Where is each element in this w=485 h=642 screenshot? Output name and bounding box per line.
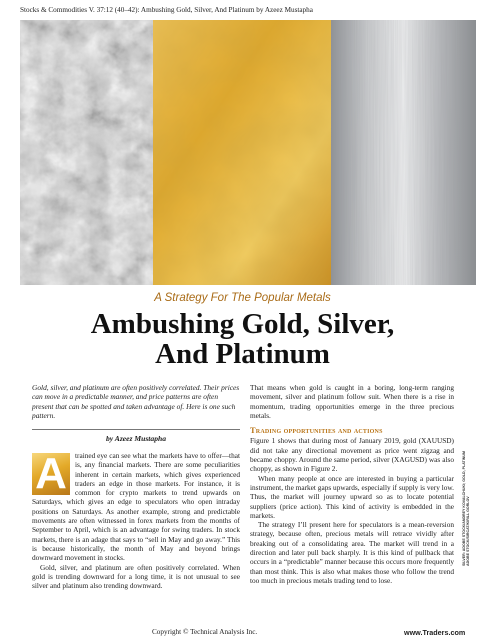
paragraph-4: Figure 1 shows that during most of January 2019, gold (XAUUSD) did not take any directional movement as price went zigzag and became choppy. Around the same period, silver (XAGUSD) was also choppy, as shown in Figure 2.	[250, 436, 454, 474]
platinum-brushed-image	[331, 20, 476, 285]
paragraph-5: When many people at once are interested in buying a particular instrument, the market gaps upwards, especially if supply is very low. Thus, the market will journey upward so as to locate potential suppliers (price action). This kind of activity is embedded in the markets.	[250, 473, 454, 520]
right-column	[250, 383, 454, 585]
drop-cap: A	[32, 453, 70, 495]
paragraph-2: Gold, silver, and platinum are often positively correlated. When gold is trending downward for a long time, it is not unusual to see silver and platinum also trending downward.	[32, 562, 240, 591]
byline-rule	[32, 429, 240, 430]
article-deck: Gold, silver, and platinum are often positively correlated. Their prices can move in a predictable manner, and price patterns are often present that can be spotted and taken advantage of. Here is one such pattern.	[32, 383, 240, 421]
article-byline: by Azeez Mustapha	[105, 434, 167, 443]
photo-credit-line-1: SILVER: ADOBE STOCK/ANDREY KOVALCHUK/; GOLD, PLATINUM	[462, 451, 466, 566]
footer-website-link[interactable]: www.Traders.com	[404, 628, 466, 637]
title-line-2: And Platinum	[155, 338, 330, 370]
section-heading: Trading opportunities and actions	[250, 426, 383, 436]
left-column	[32, 451, 240, 590]
silver-foil-image	[20, 20, 153, 285]
title-line-1: Ambushing Gold, Silver,	[90, 308, 395, 340]
paragraph-3: That means when gold is caught in a boring, long-term ranging movement, silver and platinum follow suit. When there is a rise in momentum, trading opportunities emerge in the three precious metals.	[250, 383, 454, 420]
gold-foil-image	[153, 20, 331, 285]
paragraph-1: trained eye can see what the markets have to offer—that is, any financial markets. There are some peculiarities inherent in certain markets, which gives experienced traders an edge in those markets. For instance, it is common for crypto markets to trend upwards on Saturdays, which gives an edge to speculators who open intraday positions on Saturdays. As another example, strong and predictable movements are often witnessed in forex markets from the months of September to April, which is an advantage for swing traders. In stock markets, there is an adage that says to “sell in May and go away.” This is because historically, the month of May and beyond brings downward movement in stocks.	[32, 451, 240, 563]
paragraph-6: The strategy I’ll present here for speculators is a mean-reversion strategy, because often, precious metals will retrace vividly after breaking out of a consolidating area. The market will trend in a direction and later pull back sharply. It is this kind of pullback that occurs in a “predictable” manner because this occurs more frequently than most think. This is also what makes those who follow the trend too much in precious metals trading tend to lose.	[250, 520, 454, 585]
hero-image	[20, 20, 476, 285]
running-head: Stocks & Commodities V. 37:12 (40–42): Ambushing Gold, Silver, And Platinum by Azeez Mustapha	[20, 6, 313, 14]
photo-credit-line-2: ADOBE STOCK/SIRCAT/KIRILL GORLOV	[466, 496, 471, 566]
article-kicker: A Strategy For The Popular Metals	[154, 292, 331, 304]
article-title	[0, 309, 485, 369]
photo-credit	[462, 451, 470, 566]
footer-copyright: Copyright © Technical Analysis Inc.	[152, 628, 258, 636]
